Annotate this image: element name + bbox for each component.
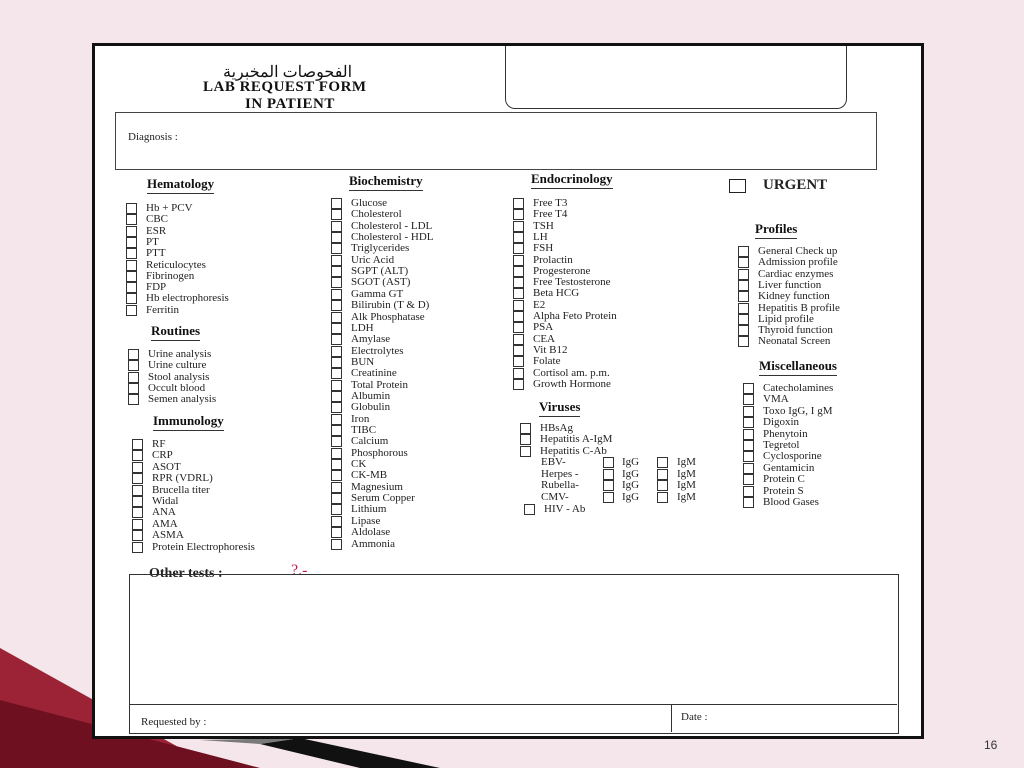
checkbox-square[interactable] — [513, 266, 524, 277]
checkbox-label: Iron — [351, 412, 370, 425]
igm-label: IgM — [677, 456, 696, 468]
checkbox-label: SGOT (AST) — [351, 276, 411, 289]
checkbox-square[interactable] — [331, 277, 342, 288]
checkbox-square[interactable] — [513, 356, 524, 367]
checkbox-square[interactable] — [743, 463, 754, 474]
checkbox-square[interactable] — [331, 289, 342, 300]
checkbox-label: Triglycerides — [351, 242, 410, 255]
checkbox-label: Fibrinogen — [146, 269, 195, 282]
checkbox-square[interactable] — [128, 394, 139, 405]
checkbox-square[interactable] — [132, 496, 143, 507]
checkbox-label: Reticulocytes — [146, 258, 206, 271]
igm-label: IgM — [677, 479, 696, 491]
profiles-heading: Profiles — [755, 221, 797, 239]
checkbox-square[interactable] — [513, 288, 524, 299]
checkbox-label: Stool analysis — [148, 370, 210, 383]
deco-black-stripe — [260, 738, 440, 768]
igm-label: IgM — [677, 490, 696, 503]
checkbox-label: ANA — [152, 506, 176, 519]
checkbox-square[interactable] — [126, 226, 137, 237]
checkbox-square[interactable] — [331, 255, 342, 266]
checkbox-square[interactable] — [513, 368, 524, 379]
checkbox-square[interactable] — [331, 357, 342, 368]
checkbox-label: CK — [351, 458, 367, 471]
form-title-arabic: الفحوصات المخبرية — [223, 64, 353, 81]
checkbox-square[interactable] — [331, 346, 342, 357]
checkbox-label: Globulin — [351, 401, 391, 414]
checkbox-label: RF — [152, 438, 166, 450]
checkbox-square[interactable] — [331, 391, 342, 402]
checkbox-square[interactable] — [743, 417, 754, 428]
checkbox-square[interactable] — [132, 462, 143, 473]
checkbox-label: Gentamicin — [763, 461, 815, 474]
checkbox-square[interactable] — [738, 336, 749, 347]
checkbox-square[interactable] — [513, 334, 524, 345]
checkbox-label: Toxo IgG, I gM — [763, 404, 833, 417]
checkbox-label: Lipase — [351, 514, 381, 527]
checkbox-label: Cholesterol - LDL — [351, 219, 433, 232]
checkbox-square[interactable] — [513, 379, 524, 390]
checkbox-square[interactable] — [738, 314, 749, 325]
checkbox-square[interactable] — [513, 221, 524, 232]
checkbox-label: Digoxin — [763, 416, 800, 429]
checkbox-label: Serum Copper — [351, 492, 415, 505]
checkbox-label: Catecholamines — [763, 382, 834, 394]
checkbox-square[interactable] — [520, 434, 531, 445]
checkbox-square[interactable] — [331, 402, 342, 413]
checkbox-label: Urine culture — [148, 359, 207, 372]
checkbox-square[interactable] — [513, 232, 524, 243]
checkbox-square[interactable] — [331, 380, 342, 391]
urgent-checkbox[interactable] — [729, 179, 746, 193]
checkbox-square[interactable] — [331, 312, 342, 323]
lab-request-form — [95, 46, 921, 736]
checkbox-label: Hepatitis B profile — [758, 301, 840, 314]
checkbox-label: PSA — [533, 321, 554, 334]
checkbox-label: Lithium — [351, 503, 387, 516]
checkbox-label: Hb + PCV — [146, 202, 193, 214]
checkbox-square[interactable] — [743, 394, 754, 405]
checkbox-square[interactable] — [513, 311, 524, 322]
biochemistry-heading: Biochemistry — [349, 173, 423, 191]
checkbox-label: Liver function — [758, 278, 822, 291]
antibody-name: Rubella- — [541, 479, 579, 491]
checkbox-square[interactable] — [331, 334, 342, 345]
form-title: LAB REQUEST FORM — [203, 79, 367, 95]
checkbox-label: Free Testosterone — [533, 276, 611, 289]
checkbox-label: TSH — [533, 219, 554, 232]
checkbox-square[interactable] — [126, 260, 137, 271]
viruses-heading: Viruses — [539, 399, 580, 417]
checkbox-label: Vit B12 — [533, 343, 568, 356]
checkbox-square[interactable] — [743, 429, 754, 440]
checkbox-label: Tegretol — [763, 439, 800, 451]
checkbox-square[interactable] — [743, 486, 754, 497]
checkbox-square[interactable] — [128, 360, 139, 371]
checkbox-label: Phenytoin — [763, 427, 808, 440]
checkbox-label: CBC — [146, 213, 169, 226]
checkbox-square[interactable] — [331, 368, 342, 379]
checkbox-label: Uric Acid — [351, 253, 395, 266]
checkbox-label: E2 — [533, 298, 546, 311]
checkbox-square[interactable] — [132, 450, 143, 461]
checkbox-square[interactable] — [743, 383, 754, 394]
diagnosis-box[interactable] — [115, 112, 877, 170]
checkbox-label: FDP — [146, 281, 167, 294]
igg-label: IgG — [622, 479, 640, 491]
igm-label: IgM — [677, 467, 696, 480]
checkbox-label: Kidney function — [758, 290, 830, 303]
checkbox-label: Semen analysis — [148, 393, 217, 406]
antibody-name: EBV- — [541, 456, 566, 468]
checkbox-label: PT — [146, 235, 159, 248]
checkbox-square[interactable] — [513, 209, 524, 220]
checkbox-square[interactable] — [128, 372, 139, 383]
checkbox-square[interactable] — [513, 255, 524, 266]
checkbox-square[interactable] — [331, 323, 342, 334]
checkbox-square[interactable] — [132, 485, 143, 496]
page-number: 16 — [984, 738, 998, 752]
checkbox-label: Amylase — [351, 333, 391, 346]
checkbox-label: Admission profile — [758, 256, 838, 269]
checkbox-label: Folate — [533, 355, 561, 368]
checkbox-square[interactable] — [132, 530, 143, 541]
antibody-name: Herpes - — [541, 467, 579, 480]
checkbox-square[interactable] — [132, 473, 143, 484]
checkbox-label: RPR (VDRL) — [152, 472, 213, 485]
other-tests-label: Other tests : — [149, 566, 223, 581]
checkbox-label: BUN — [351, 355, 375, 368]
checkbox-label: Alpha Feto Protein — [533, 310, 617, 322]
requested-by-label: Requested by : — [141, 716, 207, 728]
checkbox-label: Neonatal Screen — [758, 335, 831, 348]
checkbox-square[interactable] — [738, 325, 749, 336]
checkbox-square[interactable] — [331, 482, 342, 493]
checkbox-square[interactable] — [331, 459, 342, 470]
checkbox-label: Cyclosporine — [763, 450, 822, 463]
checkbox-label: LH — [533, 230, 548, 243]
checkbox-label: Cholesterol - HDL — [351, 231, 434, 244]
checkbox-label: Alk Phosphatase — [351, 310, 425, 323]
checkbox-label: Cardiac enzymes — [758, 267, 834, 280]
checkbox-label: SGPT (ALT) — [351, 265, 409, 278]
checkbox-square[interactable] — [743, 440, 754, 451]
checkbox-square[interactable] — [743, 451, 754, 462]
igm-checkbox[interactable] — [657, 480, 668, 491]
checkbox-square[interactable] — [331, 221, 342, 232]
checkbox-label: Progesterone — [533, 264, 591, 277]
checkbox-square[interactable] — [126, 271, 137, 282]
checkbox-square[interactable] — [743, 406, 754, 417]
checkbox-label: Cholesterol — [351, 208, 402, 221]
checkbox-square[interactable] — [331, 243, 342, 254]
checkbox-square[interactable] — [513, 300, 524, 311]
checkbox-label: FSH — [533, 242, 554, 255]
checkbox-label: Bilirubin (T & D) — [351, 299, 430, 312]
checkbox-label: Cortisol am. p.m. — [533, 366, 610, 379]
diagnosis-label: Diagnosis : — [128, 131, 178, 143]
routines-heading: Routines — [151, 323, 200, 341]
checkbox-square[interactable] — [331, 436, 342, 447]
checkbox-square[interactable] — [128, 383, 139, 394]
checkbox-square[interactable] — [126, 203, 137, 214]
checkbox-label: ASMA — [152, 529, 184, 542]
checkbox-label: Brucella titer — [152, 483, 210, 496]
checkbox-label: AMA — [152, 517, 178, 530]
checkbox-square[interactable] — [513, 277, 524, 288]
checkbox-label: Growth Hormone — [533, 377, 611, 390]
checkbox-label: General Check up — [758, 245, 838, 257]
checkbox-square[interactable] — [126, 305, 137, 316]
checkbox-label: Ferritin — [146, 303, 179, 316]
urgent-label: URGENT — [763, 177, 828, 193]
igg-checkbox[interactable] — [603, 480, 614, 491]
checkbox-label: VMA — [763, 393, 789, 406]
checkbox-square[interactable] — [738, 257, 749, 268]
checkbox-square[interactable] — [126, 237, 137, 248]
igg-checkbox[interactable] — [603, 492, 614, 503]
checkbox-label: Creatinine — [351, 367, 397, 380]
checkbox-square[interactable] — [331, 198, 342, 209]
checkbox-label: ESR — [146, 224, 167, 237]
checkbox-label: Protein S — [763, 484, 804, 497]
checkbox-label: Magnesium — [351, 480, 403, 493]
form-subtitle: IN PATIENT — [245, 96, 335, 112]
igm-checkbox[interactable] — [657, 457, 668, 468]
checkbox-square[interactable] — [331, 470, 342, 481]
checkbox-square[interactable] — [132, 507, 143, 518]
checkbox-square[interactable] — [126, 293, 137, 304]
igg-checkbox[interactable] — [603, 469, 614, 480]
checkbox-square[interactable] — [128, 349, 139, 360]
stamp-area — [505, 46, 847, 109]
checkbox-label: LDH — [351, 321, 374, 334]
checkbox-label: Beta HCG — [533, 287, 580, 300]
checkbox-square[interactable] — [524, 504, 535, 515]
other-tests-mark: ?.- — [291, 562, 308, 579]
checkbox-square[interactable] — [132, 542, 143, 553]
checkbox-label: Free T3 — [533, 197, 568, 209]
checkbox-square[interactable] — [331, 448, 342, 459]
checkbox-square[interactable] — [126, 248, 137, 259]
checkbox-square[interactable] — [331, 539, 342, 550]
igg-label: IgG — [622, 467, 640, 480]
checkbox-square[interactable] — [743, 497, 754, 508]
checkbox-label: Gamma GT — [351, 287, 404, 300]
scanned-form-frame — [92, 43, 924, 739]
checkbox-square[interactable] — [520, 446, 531, 457]
checkbox-square[interactable] — [331, 232, 342, 243]
checkbox-square[interactable] — [126, 214, 137, 225]
checkbox-label: Thyroid function — [758, 324, 833, 337]
checkbox-label: Occult blood — [148, 381, 206, 394]
checkbox-square[interactable] — [743, 474, 754, 485]
checkbox-square[interactable] — [738, 269, 749, 280]
checkbox-square[interactable] — [331, 266, 342, 277]
checkbox-square[interactable] — [331, 527, 342, 538]
checkbox-square[interactable] — [513, 243, 524, 254]
date-label: Date : — [681, 711, 708, 723]
igg-checkbox[interactable] — [603, 457, 614, 468]
checkbox-square[interactable] — [331, 414, 342, 425]
checkbox-square[interactable] — [331, 300, 342, 311]
checkbox-label: Hepatitis A-IgM — [540, 433, 613, 446]
checkbox-square[interactable] — [513, 345, 524, 356]
checkbox-label: Free T4 — [533, 208, 568, 221]
checkbox-label: CRP — [152, 449, 173, 462]
checkbox-square[interactable] — [738, 280, 749, 291]
checkbox-square[interactable] — [738, 246, 749, 257]
checkbox-square[interactable] — [331, 209, 342, 220]
miscellaneous-heading: Miscellaneous — [759, 358, 837, 376]
checkbox-square[interactable] — [331, 425, 342, 436]
checkbox-square[interactable] — [738, 303, 749, 314]
checkbox-square[interactable] — [513, 322, 524, 333]
checkbox-label: Glucose — [351, 197, 388, 209]
checkbox-label: Protein Electrophoresis — [152, 540, 255, 553]
checkbox-label: Prolactin — [533, 253, 573, 266]
checkbox-square[interactable] — [331, 504, 342, 515]
checkbox-label: CEA — [533, 332, 555, 345]
igm-checkbox[interactable] — [657, 492, 668, 503]
checkbox-label: Electrolytes — [351, 344, 404, 357]
igg-label: IgG — [622, 490, 640, 503]
checkbox-label: Aldolase — [351, 526, 391, 539]
checkbox-label: Phosphorous — [351, 446, 408, 459]
date-divider — [671, 704, 672, 732]
checkbox-label: Protein C — [763, 473, 805, 486]
checkbox-label: Blood Gases — [763, 496, 819, 508]
antibody-name: CMV- — [541, 490, 569, 503]
checkbox-label: Calcium — [351, 435, 389, 448]
endocrinology-heading: Endocrinology — [531, 171, 613, 189]
checkbox-square[interactable] — [738, 291, 749, 302]
checkbox-label: Hepatitis C-Ab — [540, 444, 607, 457]
checkbox-label: Albumin — [351, 389, 391, 402]
igg-label: IgG — [622, 456, 640, 468]
checkbox-label: CK-MB — [351, 469, 388, 482]
checkbox-label: HIV - Ab — [544, 503, 586, 515]
checkbox-square[interactable] — [132, 519, 143, 530]
checkbox-label: Urine analysis — [148, 348, 212, 360]
checkbox-label: Lipid profile — [758, 312, 814, 325]
checkbox-square[interactable] — [513, 198, 524, 209]
igm-checkbox[interactable] — [657, 469, 668, 480]
checkbox-label: PTT — [146, 247, 166, 260]
hematology-heading: Hematology — [147, 176, 214, 194]
checkbox-square[interactable] — [126, 282, 137, 293]
checkbox-label: ASOT — [152, 460, 181, 473]
checkbox-label: Total Protein — [351, 378, 408, 391]
checkbox-label: Hb electrophoresis — [146, 292, 229, 305]
checkbox-label: TIBC — [351, 424, 377, 436]
checkbox-square[interactable] — [331, 493, 342, 504]
checkbox-label: HBsAg — [540, 422, 574, 434]
checkbox-square[interactable] — [132, 439, 143, 450]
signature-divider — [129, 704, 897, 705]
checkbox-label: Ammonia — [351, 537, 395, 550]
checkbox-label: Widal — [152, 495, 179, 507]
checkbox-square[interactable] — [331, 516, 342, 527]
immunology-heading: Immunology — [153, 413, 224, 431]
checkbox-square[interactable] — [520, 423, 531, 434]
other-tests-box[interactable] — [129, 574, 899, 734]
